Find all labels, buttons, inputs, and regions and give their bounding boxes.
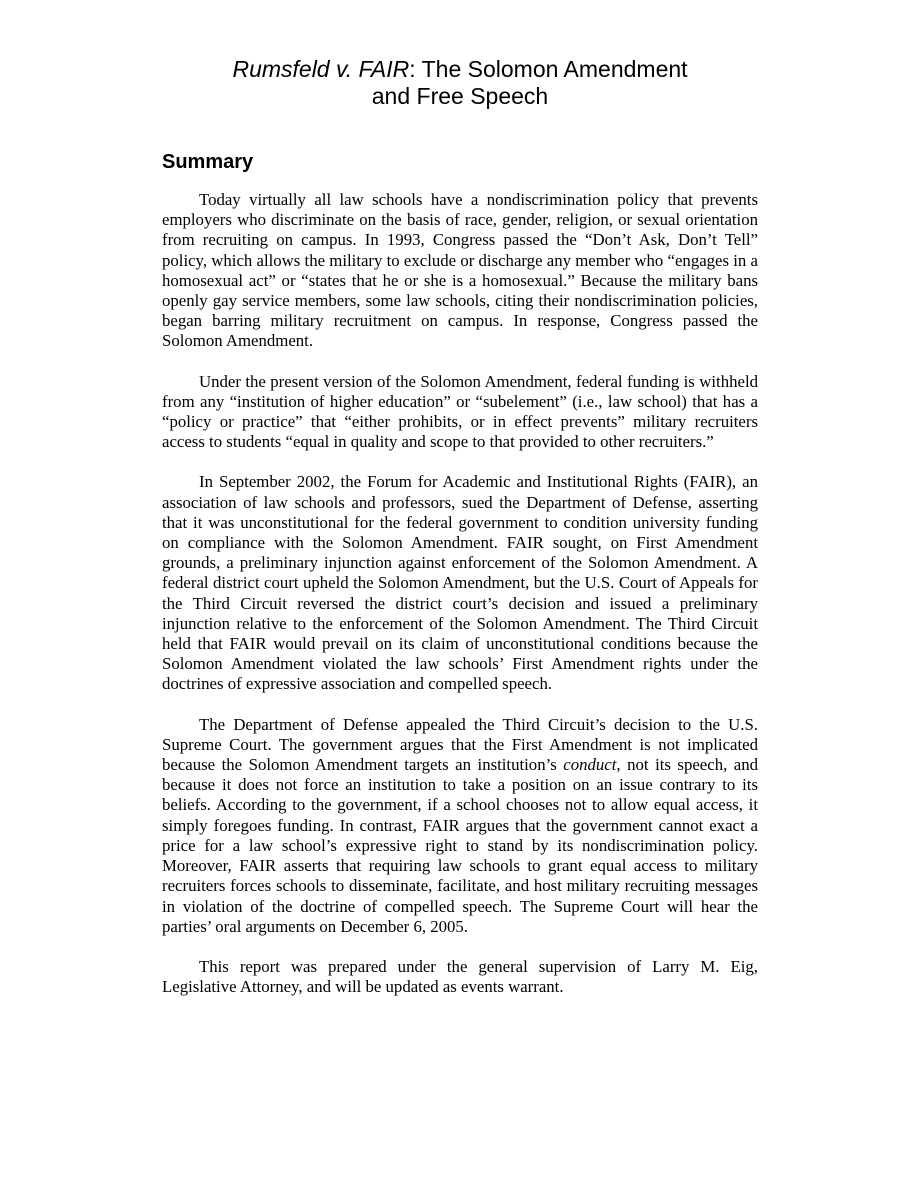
summary-paragraph-5: This report was prepared under the general supervision of Larry M. Eig, Legislative Attorney, and will be updated as events warrant. xyxy=(162,956,758,997)
summary-paragraph-1: Today virtually all law schools have a nondiscrimination policy that prevents employers who discriminate on the basis of race, gender, religion, or sexual orientation from recruiting on campus. In 1993, Congress passed the “Don’t Ask, Don’t Tell” policy, which allows the military to exclude or discharge any member who “engages in a homosexual act” or “states that he or she is a homosexual.” Because the military bans openly gay service members, some law schools, citing their nondiscrimination policies, began barring military recruitment on campus. In response, Congress passed the Solomon Amendment. xyxy=(162,190,758,351)
summary-paragraph-2: Under the present version of the Solomon Amendment, federal funding is withheld from any “institution of higher education” or “subelement” (i.e., law school) that has a “policy or practice” that “either prohibits, or in effect prevents” military recruiters access to students “equal in quality and scope to that provided to other recruiters.” xyxy=(162,371,758,452)
paragraph-4-emphasis: conduct xyxy=(563,755,617,775)
summary-paragraph-4 xyxy=(162,715,758,937)
document-title xyxy=(162,56,758,110)
summary-paragraph-3: In September 2002, the Forum for Academic and Institutional Rights (FAIR), an association of law schools and professors, sued the Department of Defense, asserting that it was unconstitutional for the federal government to condition university funding on compliance with the Solomon Amendment. FAIR sought, on First Amendment grounds, a preliminary injunction against enforcement of the Solomon Amendment. A federal district court upheld the Solomon Amendment, but the U.S. Court of Appeals for the Third Circuit reversed the district court’s decision and issued a preliminary injunction relative to the enforcement of the Solomon Amendment. The Third Circuit held that FAIR would prevail on its claim of unconstitutional conditions because the Solomon Amendment violated the law schools’ First Amendment rights under the doctrines of expressive association and compelled speech. xyxy=(162,472,758,694)
paragraph-4-text-start: The Department of Defense appealed the Third Circuit’s decision to the U.S. Supreme Court. The government argues that the First Amendment is not implicated because the Solomon Amendment targets an institution’s xyxy=(162,714,758,775)
paragraph-4-text-end: , not its speech, and because it does not force an institution to take a position on an issue contrary to its beliefs. According to the government, if a school chooses not to allow equal access, it simply foregoes funding. In contrast, FAIR argues that the government cannot exact a price for a law school’s expressive right to stand by its nondiscrimination policy. Moreover, FAIR asserts that requiring law schools to grant equal access to military recruiters forces schools to disseminate, facilitate, and host military recruiting messages in violation of the doctrine of compelled speech. The Supreme Court will hear the parties’ oral arguments on December 6, 2005. xyxy=(162,755,759,936)
document-page xyxy=(162,56,758,997)
title-line-1 xyxy=(162,56,758,83)
title-subject: : The Solomon Amendment xyxy=(409,56,688,82)
title-line-2: and Free Speech xyxy=(371,83,549,109)
title-case-name: Rumsfeld v. FAIR xyxy=(232,56,410,82)
summary-heading: Summary xyxy=(162,151,254,173)
